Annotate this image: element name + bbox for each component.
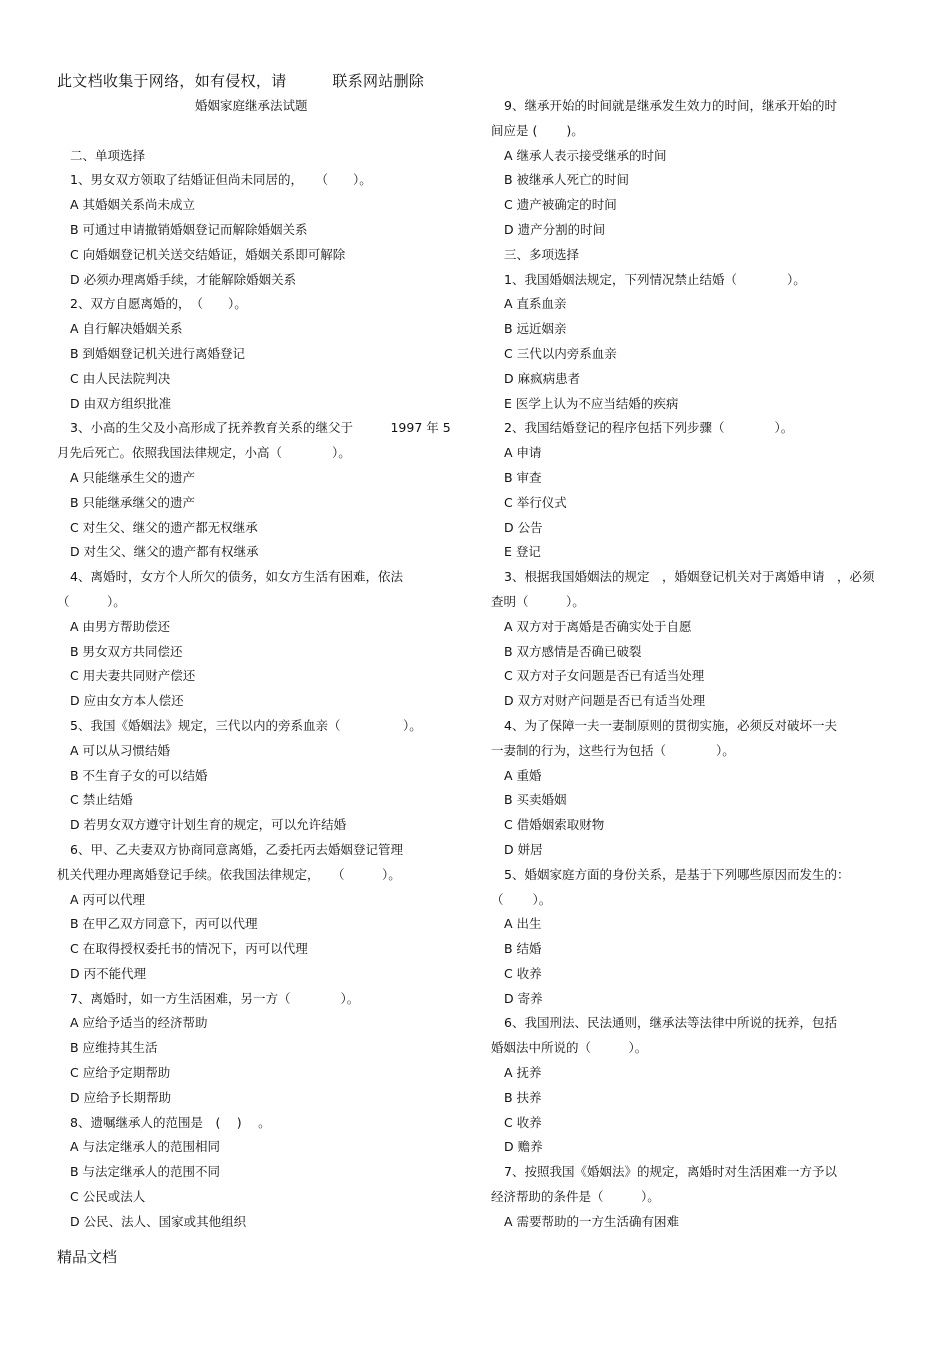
question-line: 4、离婚时，女方个人所欠的债务，如女方生活有困难，依法: [70, 569, 403, 585]
option-line: A 由男方帮助偿还: [70, 618, 171, 634]
option-line: B 在甲乙双方同意下，丙可以代理: [70, 916, 258, 932]
option-line: A 抚养: [504, 1065, 542, 1081]
option-line: C 收养: [504, 965, 542, 981]
option-line: D 遗产分割的时间: [504, 221, 606, 237]
option-line: A 其婚姻关系尚未成立: [70, 197, 196, 213]
question-line: 7、按照我国《婚姻法》的规定，离婚时对生活困难一方予以: [504, 1164, 837, 1180]
option-line: E 登记: [504, 544, 541, 560]
option-line: B 与法定继承人的范围不同: [70, 1164, 221, 1180]
question-line: 查明（ ）。: [491, 593, 585, 609]
blank-line: [57, 119, 462, 144]
question-line: （ ）。: [491, 891, 552, 907]
option-line: C 在取得授权委托书的情况下，丙可以代理: [70, 941, 308, 957]
question-line: 5、婚姻家庭方面的身份关系，是基于下列哪些原因而发生的：: [504, 866, 850, 882]
option-line: A 应给予适当的经济帮助: [70, 1015, 208, 1031]
option-line: D 姘居: [504, 841, 543, 857]
question-line: 间应是 ( )。: [491, 122, 584, 138]
question-line: 7、离婚时，如一方生活困难，另一方（ ）。: [70, 990, 360, 1006]
option-line: A 直系血亲: [504, 296, 567, 312]
option-line: B 买卖婚姻: [504, 792, 567, 808]
section-heading: 三、多项选择: [504, 246, 580, 262]
option-line: C 双方对子女问题是否已有适当处理: [504, 668, 705, 684]
option-line: D 应由女方本人偿还: [70, 693, 184, 709]
option-line: D 若男女双方遵守计划生育的规定，可以允许结婚: [70, 817, 347, 833]
option-line: A 双方对于离婚是否确实处于自愿: [504, 618, 692, 634]
question-line: 月先后死亡。依照我国法律规定，小高（ ）。: [57, 445, 351, 461]
option-line: B 到婚姻登记机关进行离婚登记: [70, 345, 246, 361]
question-line: 8、遗嘱继承人的范围是 ( ) 。: [70, 1114, 271, 1130]
option-line: B 应维持其生活: [70, 1040, 158, 1056]
option-line: C 公民或法人: [70, 1189, 146, 1205]
option-line: D 麻疯病患者: [504, 370, 581, 386]
option-line: D 赡养: [504, 1139, 543, 1155]
option-line: C 收养: [504, 1114, 542, 1130]
option-line: A 申请: [504, 445, 542, 461]
document-footer: 精品文档: [57, 1248, 118, 1266]
option-line: D 对生父、继父的遗产都有权继承: [70, 544, 259, 560]
question-line: 1、男女双方领取了结婚证但尚未同居的， （ ）。: [70, 172, 372, 188]
question-line: 3、根据我国婚姻法的规定 ，婚姻登记机关对于离婚申请 ，必须: [504, 569, 875, 585]
option-line: A 与法定继承人的范围相同: [70, 1139, 221, 1155]
option-line: A 只能继承生父的遗产: [70, 469, 196, 485]
option-line: C 对生父、继父的遗产都无权继承: [70, 519, 258, 535]
option-line: B 不生育子女的可以结婚: [70, 767, 208, 783]
question-line: 6、我国刑法、民法通则，继承法等法律中所说的抚养，包括: [504, 1015, 837, 1031]
question-line: 6、甲、乙夫妻双方协商同意离婚，乙委托丙去婚姻登记管理: [70, 841, 403, 857]
option-line: C 借婚姻索取财物: [504, 817, 605, 833]
left-column: [57, 94, 462, 1235]
right-column: [491, 94, 896, 1235]
option-line: C 应给予定期帮助: [70, 1065, 171, 1081]
option-line: B 扶养: [504, 1089, 542, 1105]
question-line: 2、我国结婚登记的程序包括下列步骤（ ）。: [504, 420, 794, 436]
option-line: A 需要帮助的一方生活确有困难: [504, 1213, 680, 1229]
question-line: 4、为了保障一夫一妻制原则的贯彻实施，必须反对破坏一夫: [504, 717, 837, 733]
question-line: 3、小高的生父及小高形成了抚养教育关系的继父于 1997 年 5: [70, 420, 451, 436]
option-line: A 继承人表示接受继承的时间: [504, 147, 667, 163]
option-line: A 丙可以代理: [70, 891, 146, 907]
option-line: A 可以从习惯结婚: [70, 742, 171, 758]
question-line: 机关代理办理离婚登记手续。依我国法律规定， （ ）。: [57, 866, 401, 882]
option-line: C 遗产被确定的时间: [504, 197, 617, 213]
option-line: C 用夫妻共同财产偿还: [70, 668, 196, 684]
option-line: D 公民、法人、国家或其他组织: [70, 1213, 247, 1229]
option-line: C 三代以内旁系血亲: [504, 345, 617, 361]
question-line: 婚姻法中所说的（ ）。: [491, 1040, 648, 1056]
option-line: B 男女双方共同偿还: [70, 643, 183, 659]
option-line: B 双方感情是否确已破裂: [504, 643, 642, 659]
document-title: 婚姻家庭继承法试题: [195, 98, 308, 113]
option-line: A 自行解决婚姻关系: [70, 321, 183, 337]
option-line: D 应给予长期帮助: [70, 1089, 172, 1105]
question-line: 9、继承开始的时间就是继承发生效力的时间，继承开始的时: [504, 98, 837, 113]
question-line: 2、双方自愿离婚的， （ ）。: [70, 296, 247, 312]
option-line: B 结婚: [504, 941, 542, 957]
option-line: D 必须办理离婚手续，才能解除婚姻关系: [70, 271, 297, 287]
option-line: B 可通过申请撤销婚姻登记而解除婚姻关系: [70, 221, 308, 237]
option-line: B 审查: [504, 469, 542, 485]
option-line: C 由人民法院判决: [70, 370, 171, 386]
section-heading: 二、单项选择: [70, 147, 146, 163]
question-line: 5、我国《婚姻法》规定，三代以内的旁系血亲（ ）。: [70, 717, 422, 733]
option-line: B 只能继承继父的遗产: [70, 494, 196, 510]
option-line: C 举行仪式: [504, 494, 567, 510]
question-line: 一妻制的行为，这些行为包括（ ）。: [491, 742, 735, 758]
question-line: 1、我国婚姻法规定，下列情况禁止结婚（ ）。: [504, 271, 806, 287]
option-line: E 医学上认为不应当结婚的疾病: [504, 395, 679, 411]
question-line: 经济帮助的条件是（ ）。: [491, 1189, 660, 1205]
option-line: D 双方对财产问题是否已有适当处理: [504, 693, 706, 709]
option-line: A 出生: [504, 916, 542, 932]
option-line: D 寄养: [504, 990, 543, 1006]
option-line: A 重婚: [504, 767, 542, 783]
option-line: C 向婚姻登记机关送交结婚证，婚姻关系即可解除: [70, 246, 346, 262]
option-line: D 由双方组织批准: [70, 395, 172, 411]
option-line: B 远近姻亲: [504, 321, 567, 337]
option-line: D 公告: [504, 519, 543, 535]
document-header-notice: 此文档收集于网络，如有侵权，请 联系网站删除: [57, 72, 425, 90]
question-line: （ ）。: [57, 593, 126, 609]
option-line: B 被继承人死亡的时间: [504, 172, 630, 188]
option-line: D 丙不能代理: [70, 965, 147, 981]
option-line: C 禁止结婚: [70, 792, 133, 808]
